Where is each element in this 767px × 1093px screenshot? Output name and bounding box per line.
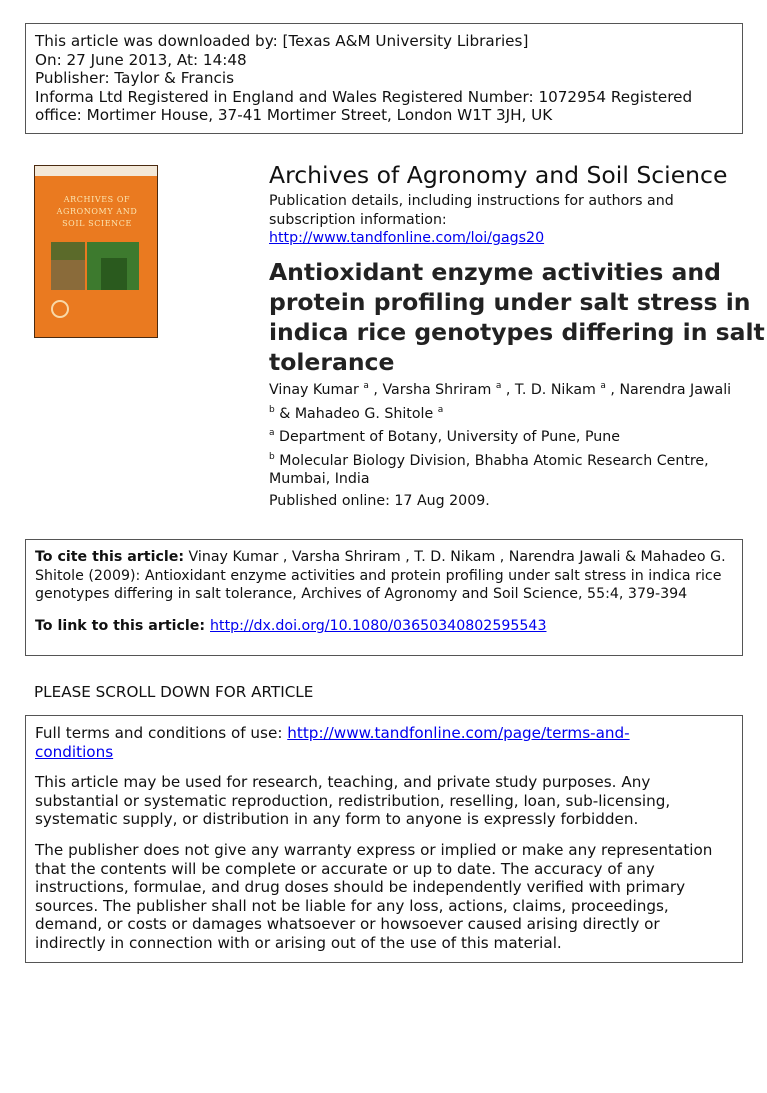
terms-intro: Full terms and conditions of use:	[35, 724, 288, 742]
terms-line: instructions, formulae, and drug doses should be independently verified with primary	[35, 878, 686, 897]
terms-paragraph	[35, 841, 733, 953]
affiliation-mark: a	[600, 381, 606, 391]
link-label: To link to this article:	[35, 618, 211, 634]
terms-line: systematic supply, or distribution in any form to anyone is expressly forbidden.	[35, 810, 639, 829]
journal-url-link[interactable]: http://www.tandfonline.com/loi/gags20	[269, 230, 545, 246]
author-name: Vinay Kumar	[269, 382, 359, 398]
publisher-logo-icon	[51, 300, 69, 318]
download-notice-line: office: Mortimer House, 37-41 Mortimer Street, London W1T 3JH, UK	[35, 106, 553, 125]
citation-line: Vinay Kumar , Varsha Shriram , T. D. Nikam , Narendra Jawali & Mahadeo G.	[184, 549, 726, 565]
cover-photo	[51, 260, 85, 290]
terms-line: indirectly in connection with or arising out of the use of this material.	[35, 933, 562, 952]
terms-paragraph	[35, 773, 733, 829]
affiliation-mark: a	[363, 381, 369, 391]
article-title-line: tolerance	[269, 348, 395, 376]
terms-line: The publisher does not give any warranty express or implied or make any representation	[35, 840, 713, 859]
citation-line: genotypes differing in salt tolerance, Archives of Agronomy and Soil Science, 55:4, 379-394	[35, 586, 688, 603]
author-list: Vinay Kumar $^a$ , Varsha Shriram $^a$ , T. D. Nikam $^a$ , Narendra Jawali $^b$ & Mahadeo G. Shitole $^a$	[269, 381, 732, 422]
terms-url-link[interactable]: http://www.tandfonline.com/page/terms-and-	[287, 724, 630, 742]
affiliation-mark: a	[437, 405, 444, 415]
cover-photo	[101, 258, 127, 290]
author-name: Narendra Jawali	[619, 382, 732, 398]
affiliations	[269, 428, 739, 489]
publication-details-line: Publication details, including instructions for authors and	[269, 193, 674, 209]
article-title	[269, 257, 765, 377]
author-name: Varsha Shriram	[382, 382, 492, 398]
publication-details-line: subscription information:	[269, 211, 447, 228]
affiliation-mark: b	[269, 451, 275, 462]
article-title-line: protein profiling under salt stress in	[269, 288, 751, 316]
download-notice-box	[25, 23, 743, 134]
download-notice-line: This article was downloaded by: [Texas A&M University Libraries]	[35, 32, 529, 50]
published-date: Published online: 17 Aug 2009.	[269, 493, 490, 509]
citation-box	[25, 539, 743, 656]
terms-line: demand, or costs or damages whatsoever or howsoever caused arising directly or	[35, 915, 660, 934]
affiliation-text: Mumbai, India	[269, 471, 370, 487]
journal-title: Archives of Agronomy and Soil Science	[269, 161, 728, 189]
citation-label: To cite this article:	[35, 549, 185, 565]
affiliation-mark: b	[269, 405, 275, 415]
author-name: Mahadeo G. Shitole	[294, 406, 434, 422]
terms-url-link[interactable]: conditions	[35, 742, 114, 761]
cover-title-line: SOIL SCIENCE	[62, 219, 132, 228]
citation-line: Shitole (2009): Antioxidant enzyme activities and protein profiling under salt stress in indica rice	[35, 567, 722, 584]
terms-box	[25, 715, 743, 963]
doi-link[interactable]: http://dx.doi.org/10.1080/03650340802595543	[210, 618, 547, 634]
download-notice-line: On: 27 June 2013, At: 14:48	[35, 50, 247, 69]
cover-title	[47, 194, 147, 230]
terms-line: substantial or systematic reproduction, redistribution, reselling, loan, sub-licensing,	[35, 791, 671, 810]
terms-line: that the contents will be complete or accurate or up to date. The accuracy of any	[35, 859, 655, 878]
article-title-line: indica rice genotypes differing in salt	[269, 318, 765, 346]
affiliation-mark: a	[495, 381, 502, 391]
affiliation-text: Molecular Biology Division, Bhabha Atomic Research Centre,	[279, 452, 709, 469]
cover-title-line: AGRONOMY AND	[56, 207, 138, 216]
download-notice-line: Publisher: Taylor & Francis	[35, 69, 234, 88]
journal-cover-image	[34, 165, 158, 338]
publication-details	[269, 192, 739, 248]
author-name: T. D. Nikam	[514, 382, 596, 398]
article-title-line: Antioxidant enzyme activities and	[269, 258, 721, 286]
download-notice-line: Informa Ltd Registered in England and Wales Registered Number: 1072954 Registered	[35, 87, 693, 106]
scroll-down-note: PLEASE SCROLL DOWN FOR ARTICLE	[34, 683, 314, 701]
cover-title-line: ARCHIVES OF	[63, 195, 131, 204]
cover-top-strip	[35, 166, 157, 176]
terms-line: This article may be used for research, teaching, and private study purposes. Any	[35, 773, 651, 792]
affiliation-mark: a	[269, 428, 275, 438]
affiliation-text: Department of Botany, University of Pune, Pune	[279, 429, 620, 445]
terms-line: sources. The publisher shall not be liable for any loss, actions, claims, proceedings,	[35, 896, 669, 915]
